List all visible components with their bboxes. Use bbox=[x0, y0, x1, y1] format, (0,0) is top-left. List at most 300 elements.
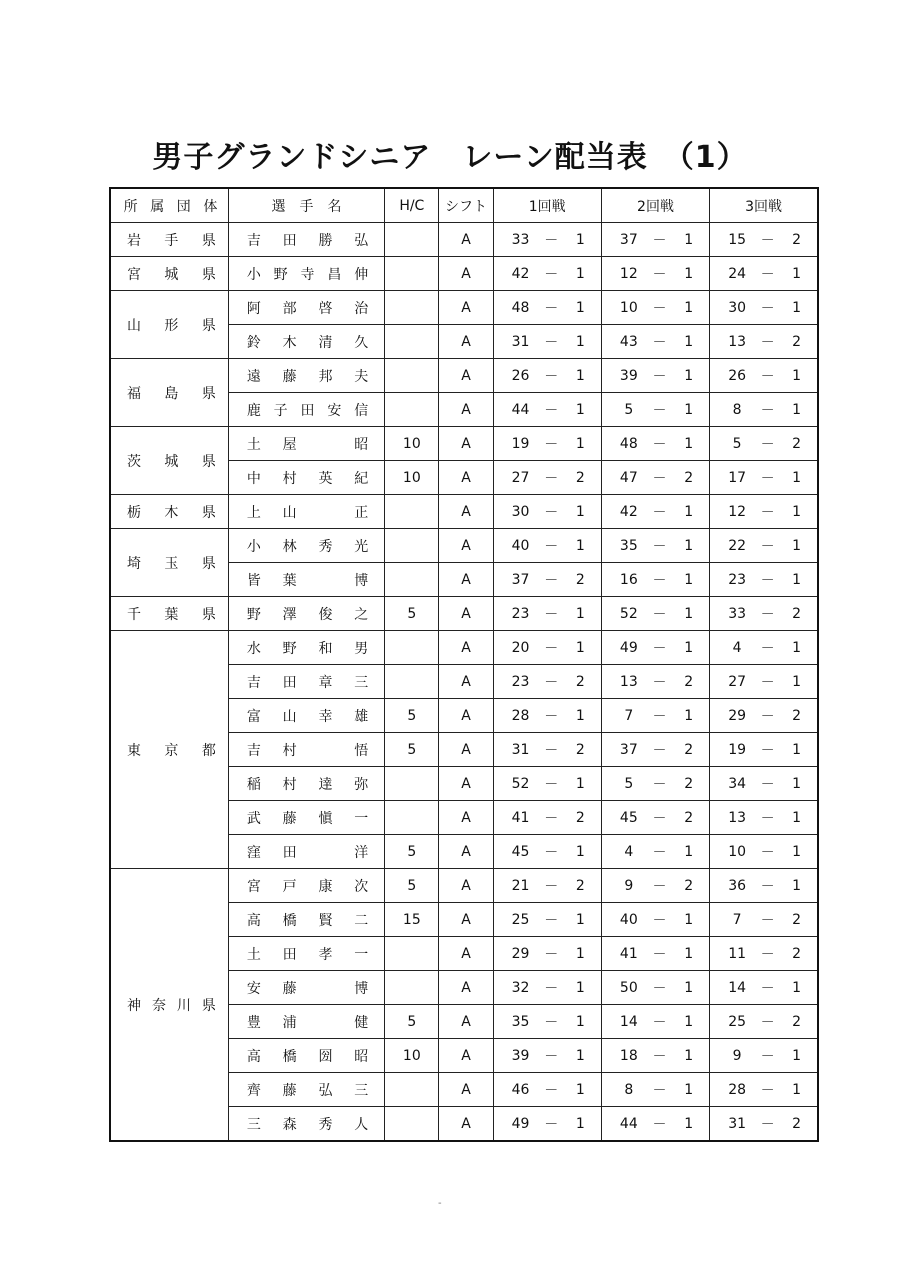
lane-side: 1 bbox=[575, 537, 585, 554]
lane-side: 1 bbox=[575, 333, 585, 350]
lane-number: 31 bbox=[511, 333, 530, 350]
shift-cell: A bbox=[439, 903, 493, 937]
player-name-cell: 高橋賢二 bbox=[228, 903, 384, 937]
lane-separator: － bbox=[652, 776, 667, 793]
lane-side: 1 bbox=[684, 979, 694, 996]
player-name-cell: 吉田章三 bbox=[228, 665, 384, 699]
lane-number: 4 bbox=[732, 639, 742, 656]
round-3-lane-cell bbox=[710, 1005, 818, 1039]
lane-side: 1 bbox=[575, 775, 585, 792]
lane-separator: － bbox=[544, 640, 559, 657]
lane-separator: － bbox=[760, 606, 775, 623]
lane-separator: － bbox=[544, 300, 559, 317]
lane-separator: － bbox=[544, 606, 559, 623]
affiliation-cell: 山形県 bbox=[110, 291, 228, 359]
lane-separator: － bbox=[652, 266, 667, 283]
table-row bbox=[110, 427, 818, 461]
lane-number: 28 bbox=[511, 707, 530, 724]
lane-separator: － bbox=[544, 980, 559, 997]
header-player-name: 選 手 名 bbox=[228, 188, 384, 223]
lane-number: 52 bbox=[511, 775, 530, 792]
handicap-cell bbox=[385, 291, 439, 325]
shift-cell: A bbox=[439, 801, 493, 835]
shift-cell: A bbox=[439, 869, 493, 903]
handicap-cell bbox=[385, 325, 439, 359]
lane-number: 14 bbox=[728, 979, 747, 996]
lane-separator: － bbox=[652, 368, 667, 385]
shift-cell: A bbox=[439, 937, 493, 971]
lane-side: 1 bbox=[575, 503, 585, 520]
lane-separator: － bbox=[652, 232, 667, 249]
lane-number: 45 bbox=[511, 843, 530, 860]
round-1-lane-cell bbox=[493, 257, 601, 291]
round-3-lane-cell bbox=[710, 325, 818, 359]
round-3-lane-cell bbox=[710, 563, 818, 597]
lane-number: 34 bbox=[728, 775, 747, 792]
table-row bbox=[110, 495, 818, 529]
round-3-lane-cell bbox=[710, 291, 818, 325]
round-3-lane-cell bbox=[710, 257, 818, 291]
lane-number: 5 bbox=[732, 435, 742, 452]
lane-side: 2 bbox=[684, 741, 694, 758]
round-3-lane-cell bbox=[710, 971, 818, 1005]
round-1-lane-cell bbox=[493, 461, 601, 495]
lane-number: 10 bbox=[728, 843, 747, 860]
lane-side: 1 bbox=[684, 945, 694, 962]
lane-number: 8 bbox=[732, 401, 742, 418]
lane-side: 1 bbox=[684, 537, 694, 554]
shift-cell: A bbox=[439, 1039, 493, 1073]
round-2-lane-cell bbox=[601, 597, 709, 631]
lane-side: 1 bbox=[575, 843, 585, 860]
handicap-cell bbox=[385, 393, 439, 427]
lane-separator: － bbox=[544, 232, 559, 249]
lane-separator: － bbox=[544, 708, 559, 725]
round-2-lane-cell bbox=[601, 495, 709, 529]
lane-number: 48 bbox=[511, 299, 530, 316]
handicap-cell bbox=[385, 665, 439, 699]
shift-cell: A bbox=[439, 631, 493, 665]
lane-side: 1 bbox=[684, 333, 694, 350]
header-round-2: 2回戦 bbox=[601, 188, 709, 223]
lane-side: 1 bbox=[792, 571, 801, 588]
lane-separator: － bbox=[544, 1116, 559, 1133]
lane-separator: － bbox=[544, 844, 559, 861]
lane-separator: － bbox=[652, 300, 667, 317]
handicap-cell bbox=[385, 631, 439, 665]
lane-number: 24 bbox=[728, 265, 747, 282]
lane-separator: － bbox=[760, 1116, 775, 1133]
lane-number: 5 bbox=[624, 775, 634, 792]
lane-side: 1 bbox=[792, 775, 801, 792]
round-3-lane-cell bbox=[710, 393, 818, 427]
lane-number: 35 bbox=[619, 537, 638, 554]
lane-separator: － bbox=[544, 776, 559, 793]
lane-side: 2 bbox=[575, 877, 585, 894]
shift-cell: A bbox=[439, 325, 493, 359]
handicap-cell: 10 bbox=[385, 427, 439, 461]
lane-separator: － bbox=[760, 538, 775, 555]
round-1-lane-cell bbox=[493, 1039, 601, 1073]
table-row bbox=[110, 869, 818, 903]
lane-side: 2 bbox=[792, 1115, 801, 1132]
shift-cell: A bbox=[439, 223, 493, 257]
player-name-cell: 野澤俊之 bbox=[228, 597, 384, 631]
table-row bbox=[110, 223, 818, 257]
table-row bbox=[110, 257, 818, 291]
shift-cell: A bbox=[439, 461, 493, 495]
lane-number: 48 bbox=[619, 435, 638, 452]
lane-number: 19 bbox=[728, 741, 747, 758]
lane-separator: － bbox=[760, 708, 775, 725]
round-1-lane-cell bbox=[493, 597, 601, 631]
lane-side: 2 bbox=[684, 469, 694, 486]
lane-side: 1 bbox=[684, 401, 694, 418]
round-1-lane-cell bbox=[493, 223, 601, 257]
round-1-lane-cell bbox=[493, 1005, 601, 1039]
shift-cell: A bbox=[439, 971, 493, 1005]
player-name-cell: 富山幸雄 bbox=[228, 699, 384, 733]
lane-separator: － bbox=[544, 572, 559, 589]
round-1-lane-cell bbox=[493, 427, 601, 461]
lane-side: 1 bbox=[792, 469, 801, 486]
lane-side: 1 bbox=[575, 1081, 585, 1098]
player-name-cell: 小林秀光 bbox=[228, 529, 384, 563]
table-row bbox=[110, 631, 818, 665]
handicap-cell bbox=[385, 223, 439, 257]
lane-side: 1 bbox=[792, 843, 801, 860]
lane-side: 1 bbox=[684, 605, 694, 622]
lane-number: 29 bbox=[728, 707, 747, 724]
lane-number: 16 bbox=[619, 571, 638, 588]
lane-number: 30 bbox=[511, 503, 530, 520]
lane-side: 1 bbox=[575, 707, 585, 724]
lane-separator: － bbox=[544, 436, 559, 453]
lane-side: 2 bbox=[792, 1013, 801, 1030]
affiliation-cell: 宮城県 bbox=[110, 257, 228, 291]
lane-number: 44 bbox=[619, 1115, 638, 1132]
round-3-lane-cell bbox=[710, 1039, 818, 1073]
handicap-cell bbox=[385, 767, 439, 801]
round-3-lane-cell bbox=[710, 699, 818, 733]
lane-number: 11 bbox=[728, 945, 747, 962]
lane-side: 1 bbox=[575, 979, 585, 996]
shift-cell: A bbox=[439, 665, 493, 699]
handicap-cell bbox=[385, 971, 439, 1005]
round-3-lane-cell bbox=[710, 1073, 818, 1107]
lane-number: 13 bbox=[728, 333, 747, 350]
affiliation-cell: 茨城県 bbox=[110, 427, 228, 495]
lane-side: 1 bbox=[684, 707, 694, 724]
lane-side: 2 bbox=[575, 741, 585, 758]
lane-number: 23 bbox=[511, 605, 530, 622]
lane-side: 1 bbox=[792, 639, 801, 656]
lane-number: 39 bbox=[511, 1047, 530, 1064]
lane-number: 22 bbox=[728, 537, 747, 554]
shift-cell: A bbox=[439, 733, 493, 767]
lane-side: 1 bbox=[684, 435, 694, 452]
round-1-lane-cell bbox=[493, 1107, 601, 1142]
handicap-cell bbox=[385, 563, 439, 597]
lane-number: 49 bbox=[511, 1115, 530, 1132]
round-3-lane-cell bbox=[710, 937, 818, 971]
lane-number: 7 bbox=[732, 911, 742, 928]
player-name-cell: 皆葉 博 bbox=[228, 563, 384, 597]
header-handicap: H/C bbox=[385, 188, 439, 223]
table-row bbox=[110, 597, 818, 631]
table-row bbox=[110, 291, 818, 325]
handicap-cell: 5 bbox=[385, 597, 439, 631]
lane-number: 47 bbox=[619, 469, 638, 486]
round-2-lane-cell bbox=[601, 325, 709, 359]
round-1-lane-cell bbox=[493, 937, 601, 971]
lane-number: 32 bbox=[511, 979, 530, 996]
affiliation-cell: 栃木県 bbox=[110, 495, 228, 529]
player-name-cell: 稲村達弥 bbox=[228, 767, 384, 801]
lane-side: 1 bbox=[792, 877, 801, 894]
page-title: 男子グランドシニア レーン配当表 （1） bbox=[152, 140, 748, 175]
lane-separator: － bbox=[760, 946, 775, 963]
lane-number: 49 bbox=[619, 639, 638, 656]
lane-separator: － bbox=[760, 368, 775, 385]
lane-number: 12 bbox=[728, 503, 747, 520]
lane-separator: － bbox=[760, 980, 775, 997]
shift-cell: A bbox=[439, 359, 493, 393]
header-round-3: 3回戦 bbox=[710, 188, 818, 223]
lane-side: 1 bbox=[792, 367, 801, 384]
lane-number: 23 bbox=[511, 673, 530, 690]
lane-number: 7 bbox=[624, 707, 634, 724]
round-1-lane-cell bbox=[493, 835, 601, 869]
player-name-cell: 水野和男 bbox=[228, 631, 384, 665]
lane-separator: － bbox=[760, 844, 775, 861]
lane-number: 18 bbox=[619, 1047, 638, 1064]
lane-number: 23 bbox=[728, 571, 747, 588]
round-3-lane-cell bbox=[710, 903, 818, 937]
round-2-lane-cell bbox=[601, 733, 709, 767]
lane-separator: － bbox=[652, 436, 667, 453]
lane-side: 1 bbox=[575, 401, 585, 418]
player-name-cell: 安藤 博 bbox=[228, 971, 384, 1005]
lane-number: 31 bbox=[728, 1115, 747, 1132]
handicap-cell: 5 bbox=[385, 699, 439, 733]
lane-side: 1 bbox=[792, 537, 801, 554]
round-3-lane-cell bbox=[710, 869, 818, 903]
round-2-lane-cell bbox=[601, 665, 709, 699]
round-1-lane-cell bbox=[493, 563, 601, 597]
player-name-cell: 鹿子田安信 bbox=[228, 393, 384, 427]
lane-separator: － bbox=[760, 572, 775, 589]
lane-number: 12 bbox=[619, 265, 638, 282]
shift-cell: A bbox=[439, 393, 493, 427]
lane-assignment-table bbox=[109, 187, 819, 1142]
table-row bbox=[110, 529, 818, 563]
round-3-lane-cell bbox=[710, 359, 818, 393]
player-name-cell: 土屋 昭 bbox=[228, 427, 384, 461]
round-2-lane-cell bbox=[601, 393, 709, 427]
lane-number: 25 bbox=[728, 1013, 747, 1030]
lane-number: 44 bbox=[511, 401, 530, 418]
lane-separator: － bbox=[760, 674, 775, 691]
round-1-lane-cell bbox=[493, 1073, 601, 1107]
lane-side: 1 bbox=[792, 1081, 801, 1098]
round-2-lane-cell bbox=[601, 563, 709, 597]
player-name-cell: 上山 正 bbox=[228, 495, 384, 529]
lane-number: 41 bbox=[619, 945, 638, 962]
lane-number: 52 bbox=[619, 605, 638, 622]
lane-number: 37 bbox=[619, 741, 638, 758]
round-2-lane-cell bbox=[601, 767, 709, 801]
handicap-cell bbox=[385, 495, 439, 529]
handicap-cell bbox=[385, 801, 439, 835]
lane-number: 14 bbox=[619, 1013, 638, 1030]
lane-side: 2 bbox=[792, 435, 801, 452]
lane-side: 1 bbox=[575, 1115, 585, 1132]
lane-side: 1 bbox=[575, 639, 585, 656]
round-2-lane-cell bbox=[601, 1073, 709, 1107]
lane-number: 27 bbox=[511, 469, 530, 486]
lane-separator: － bbox=[652, 878, 667, 895]
handicap-cell: 5 bbox=[385, 733, 439, 767]
handicap-cell bbox=[385, 529, 439, 563]
shift-cell: A bbox=[439, 1005, 493, 1039]
lane-side: 2 bbox=[792, 231, 801, 248]
round-1-lane-cell bbox=[493, 325, 601, 359]
lane-side: 2 bbox=[575, 809, 585, 826]
lane-separator: － bbox=[544, 470, 559, 487]
lane-number: 13 bbox=[619, 673, 638, 690]
handicap-cell: 10 bbox=[385, 1039, 439, 1073]
lane-number: 31 bbox=[511, 741, 530, 758]
lane-number: 26 bbox=[511, 367, 530, 384]
lane-separator: － bbox=[544, 266, 559, 283]
round-1-lane-cell bbox=[493, 733, 601, 767]
round-2-lane-cell bbox=[601, 427, 709, 461]
lane-side: 1 bbox=[575, 265, 585, 282]
lane-separator: － bbox=[652, 538, 667, 555]
header-shift: シフト bbox=[439, 188, 493, 223]
round-1-lane-cell bbox=[493, 903, 601, 937]
handicap-cell bbox=[385, 359, 439, 393]
lane-number: 4 bbox=[624, 843, 634, 860]
round-1-lane-cell bbox=[493, 767, 601, 801]
lane-number: 33 bbox=[511, 231, 530, 248]
lane-side: 1 bbox=[792, 809, 801, 826]
round-3-lane-cell bbox=[710, 223, 818, 257]
round-3-lane-cell bbox=[710, 427, 818, 461]
lane-separator: － bbox=[652, 1116, 667, 1133]
affiliation-cell: 埼玉県 bbox=[110, 529, 228, 597]
lane-number: 46 bbox=[511, 1081, 530, 1098]
lane-side: 2 bbox=[575, 673, 585, 690]
lane-side: 1 bbox=[684, 843, 694, 860]
lane-side: 2 bbox=[792, 911, 801, 928]
round-3-lane-cell bbox=[710, 835, 818, 869]
lane-separator: － bbox=[544, 334, 559, 351]
lane-separator: － bbox=[544, 1048, 559, 1065]
player-name-cell: 窪田 洋 bbox=[228, 835, 384, 869]
lane-separator: － bbox=[760, 1014, 775, 1031]
lane-number: 5 bbox=[624, 401, 634, 418]
handicap-cell: 10 bbox=[385, 461, 439, 495]
table-row bbox=[110, 359, 818, 393]
round-2-lane-cell bbox=[601, 971, 709, 1005]
round-2-lane-cell bbox=[601, 461, 709, 495]
lane-number: 30 bbox=[728, 299, 747, 316]
lane-separator: － bbox=[652, 470, 667, 487]
lane-separator: － bbox=[652, 742, 667, 759]
lane-separator: － bbox=[760, 334, 775, 351]
lane-separator: － bbox=[760, 776, 775, 793]
lane-number: 37 bbox=[619, 231, 638, 248]
lane-side: 1 bbox=[575, 231, 585, 248]
lane-number: 9 bbox=[732, 1047, 742, 1064]
lane-separator: － bbox=[544, 1014, 559, 1031]
lane-side: 1 bbox=[684, 503, 694, 520]
lane-number: 35 bbox=[511, 1013, 530, 1030]
round-1-lane-cell bbox=[493, 291, 601, 325]
lane-side: 1 bbox=[792, 299, 801, 316]
round-2-lane-cell bbox=[601, 699, 709, 733]
lane-number: 50 bbox=[619, 979, 638, 996]
round-1-lane-cell bbox=[493, 801, 601, 835]
lane-number: 29 bbox=[511, 945, 530, 962]
player-name-cell: 遠藤邦夫 bbox=[228, 359, 384, 393]
handicap-cell: 5 bbox=[385, 1005, 439, 1039]
lane-number: 26 bbox=[728, 367, 747, 384]
lane-separator: － bbox=[760, 912, 775, 929]
lane-separator: － bbox=[760, 810, 775, 827]
player-name-cell: 中村英紀 bbox=[228, 461, 384, 495]
lane-separator: － bbox=[544, 504, 559, 521]
lane-side: 1 bbox=[575, 605, 585, 622]
round-1-lane-cell bbox=[493, 971, 601, 1005]
lane-side: 1 bbox=[684, 367, 694, 384]
round-3-lane-cell bbox=[710, 767, 818, 801]
lane-separator: － bbox=[544, 1082, 559, 1099]
lane-number: 28 bbox=[728, 1081, 747, 1098]
affiliation-cell: 千葉県 bbox=[110, 597, 228, 631]
lane-separator: － bbox=[652, 844, 667, 861]
round-2-lane-cell bbox=[601, 257, 709, 291]
lane-separator: － bbox=[760, 470, 775, 487]
affiliation-cell: 東京都 bbox=[110, 631, 228, 869]
lane-side: 1 bbox=[575, 1013, 585, 1030]
lane-number: 39 bbox=[619, 367, 638, 384]
lane-separator: － bbox=[760, 640, 775, 657]
round-2-lane-cell bbox=[601, 835, 709, 869]
round-3-lane-cell bbox=[710, 495, 818, 529]
lane-separator: － bbox=[652, 1082, 667, 1099]
player-name-cell: 三森秀人 bbox=[228, 1107, 384, 1142]
shift-cell: A bbox=[439, 1073, 493, 1107]
lane-number: 42 bbox=[511, 265, 530, 282]
handicap-cell bbox=[385, 1073, 439, 1107]
table-header-row bbox=[110, 188, 818, 223]
lane-separator: － bbox=[652, 810, 667, 827]
lane-side: 1 bbox=[684, 299, 694, 316]
player-name-cell: 阿部啓治 bbox=[228, 291, 384, 325]
lane-separator: － bbox=[544, 810, 559, 827]
round-2-lane-cell bbox=[601, 631, 709, 665]
player-name-cell: 豊浦 健 bbox=[228, 1005, 384, 1039]
lane-side: 1 bbox=[575, 435, 585, 452]
round-2-lane-cell bbox=[601, 937, 709, 971]
handicap-cell: 5 bbox=[385, 869, 439, 903]
round-2-lane-cell bbox=[601, 1107, 709, 1142]
affiliation-cell: 福島県 bbox=[110, 359, 228, 427]
player-name-cell: 高橋圀昭 bbox=[228, 1039, 384, 1073]
